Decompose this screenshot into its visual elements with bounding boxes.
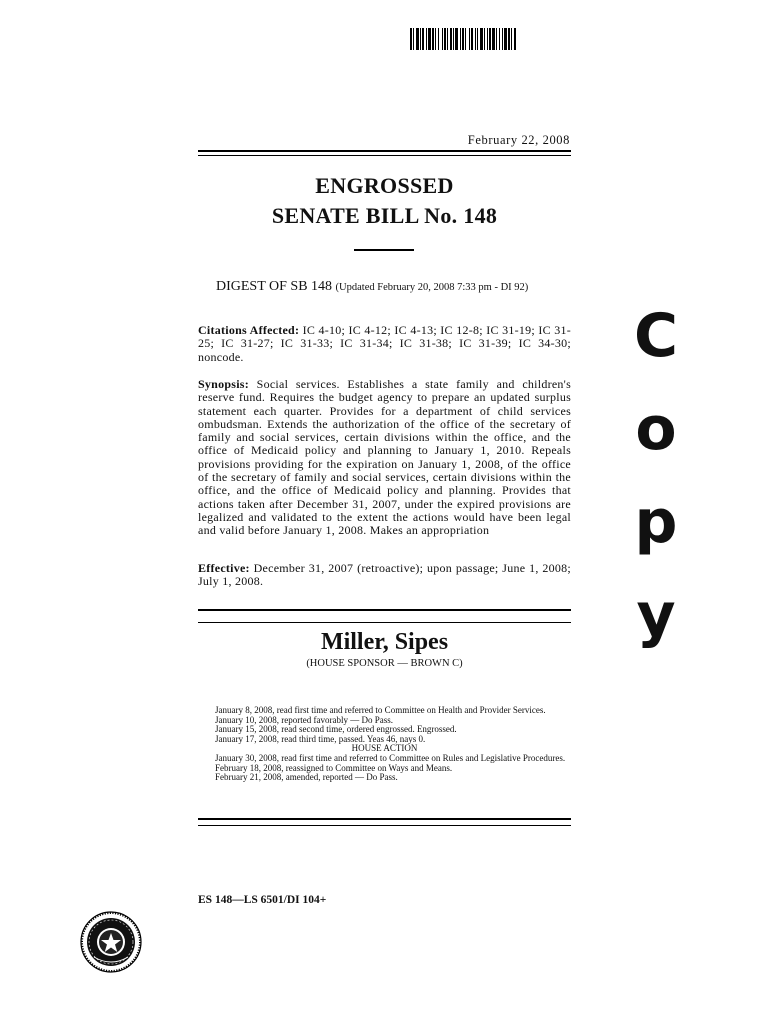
action-item: February 21, 2008, amended, reported — Do Pass. bbox=[215, 772, 398, 783]
effective-label: Effective: bbox=[198, 561, 250, 575]
state-seal-icon bbox=[80, 911, 142, 973]
bill-title-line1: ENGROSSED bbox=[315, 173, 454, 198]
divider bbox=[198, 818, 571, 820]
action-item: January 17, 2008, read third time, passed. Yeas 46, nays 0. bbox=[215, 733, 426, 744]
house-action-heading: HOUSE ACTION bbox=[351, 743, 418, 754]
citations-affected bbox=[198, 324, 571, 364]
document-code: ES 148—LS 6501/DI 104+ bbox=[198, 894, 327, 906]
action-item: January 30, 2008, read first time and referred to Committee on Rules and Legislative Procedures. bbox=[215, 752, 566, 763]
action-item: January 15, 2008, read second time, ordered engrossed. Engrossed. bbox=[215, 724, 457, 735]
citations-label: Citations Affected: bbox=[198, 323, 300, 337]
title-dash bbox=[354, 249, 414, 251]
bill-title-line2: SENATE BILL No. 148 bbox=[271, 203, 498, 228]
digest-label: DIGEST OF SB 148 bbox=[216, 279, 333, 294]
synopsis-label: Synopsis: bbox=[198, 377, 249, 391]
divider bbox=[198, 150, 571, 152]
digest-heading bbox=[216, 279, 528, 295]
barcode-bar bbox=[516, 28, 517, 50]
divider bbox=[198, 609, 571, 611]
watermark-letter: C bbox=[633, 301, 679, 371]
legislative-actions bbox=[198, 706, 571, 783]
copy-watermark bbox=[626, 290, 686, 662]
action-item: February 18, 2008, reassigned to Committee on Ways and Means. bbox=[215, 762, 453, 773]
citations-text: IC 4-10; IC 4-12; IC 4-13; IC 12-8; IC 31-19; IC 31-25; IC 31-27; IC 31-33; IC 31-34; IC 31-38; IC 31-39; IC 34-30; noncode. bbox=[198, 323, 571, 364]
divider bbox=[198, 155, 571, 156]
synopsis-text: Social services. Establishes a state family and children's reserve fund. Requires the budget agency to prepare an updated surplus statement each quarter. Provides for a department of child services ombudsman. Extends the authorization of the office of the secretary of family and social services, certain divisions within the office, and the office of Medicaid policy and planning to January 1, 2010. Repeals provisions providing for the expiration on January 1, 2008, of the office of the secretary of family and social services, certain divisions within the office, and the office of Medicaid policy and planning. Provides that actions taken after December 31, 2007, under the expired provisions are legalized and validated to the extent the actions would have been legal and valid before January 1, 2008. Makes an appropriation bbox=[198, 377, 571, 538]
barcode-icon bbox=[410, 28, 588, 50]
action-item: January 10, 2008, reported favorably — Do Pass. bbox=[215, 714, 393, 725]
digest-updated: (Updated February 20, 2008 7:33 pm - DI 92) bbox=[335, 282, 529, 293]
watermark-letter: y bbox=[636, 580, 676, 650]
effective-text: December 31, 2007 (retroactive); upon passage; June 1, 2008; July 1, 2008. bbox=[198, 561, 571, 589]
senate-sponsors: Miller, Sipes bbox=[320, 629, 449, 655]
watermark-letter: p bbox=[634, 487, 678, 557]
divider bbox=[198, 622, 571, 623]
watermark-letter: o bbox=[635, 394, 677, 464]
action-item: January 8, 2008, read first time and referred to Committee on Health and Provider Services. bbox=[215, 705, 546, 715]
bill-date: February 22, 2008 bbox=[467, 133, 570, 147]
divider bbox=[198, 825, 571, 826]
synopsis bbox=[198, 378, 571, 538]
effective bbox=[198, 562, 571, 589]
house-sponsor: (HOUSE SPONSOR — BROWN C) bbox=[306, 658, 463, 669]
